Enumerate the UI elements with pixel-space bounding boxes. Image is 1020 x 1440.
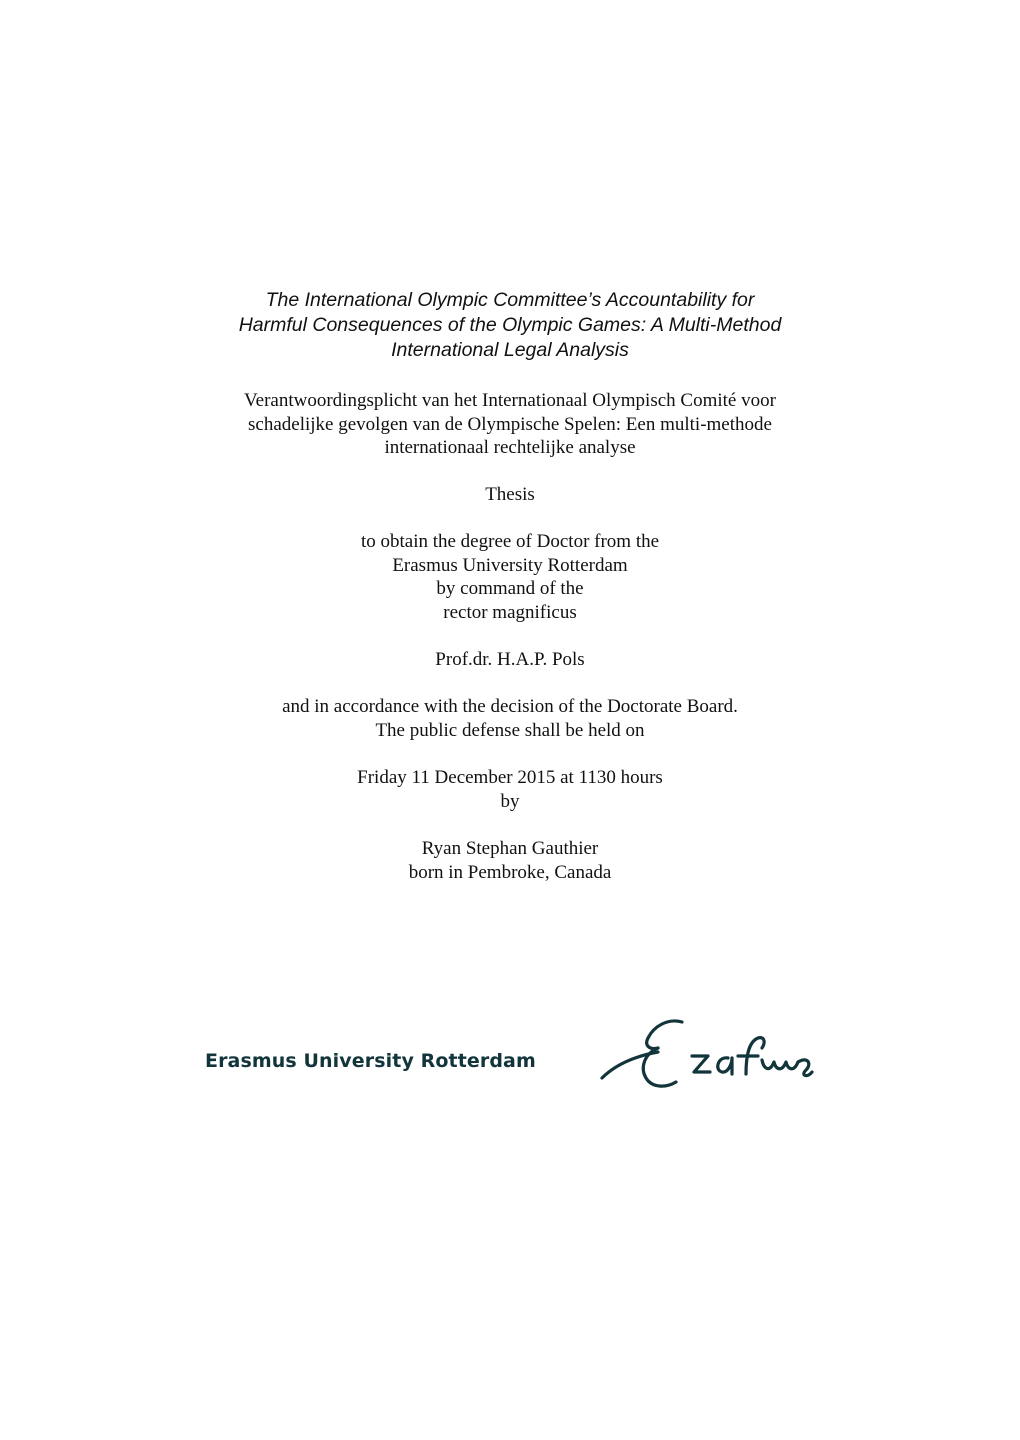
english-title-line: Harmful Consequences of the Olympic Games: A Multi-Method (238, 314, 782, 336)
degree-line: rector magnificus (443, 601, 577, 623)
erasmus-signature-logo (596, 1012, 816, 1096)
dutch-title-line: schadelijke gevolgen van de Olympische Spelen: Een multi-methode (248, 413, 772, 435)
rector-name (160, 648, 860, 672)
dutch-title-line: Verantwoordingsplicht van het Internationaal Olympisch Comité voor (244, 390, 776, 411)
rector-name-text: Prof.dr. H.A.P. Pols (435, 649, 585, 670)
defense-line: Friday 11 December 2015 at 1130 hours (357, 767, 663, 788)
board-statement (160, 695, 860, 742)
board-line: and in accordance with the decision of the Doctorate Board. (282, 696, 738, 717)
english-title-line: International Legal Analysis (391, 339, 629, 361)
degree-line: to obtain the degree of Doctor from the (360, 531, 660, 552)
english-title (160, 288, 860, 363)
board-line: The public defense shall be held on (375, 719, 645, 741)
dutch-title-line: internationaal rechtelijke analyse (384, 437, 636, 458)
thesis-label (160, 483, 860, 507)
defense-date (160, 766, 860, 813)
thesis-label-text: Thesis (485, 484, 535, 505)
university-wordmark: Erasmus University Rotterdam (205, 1050, 536, 1072)
author-birthplace: born in Pembroke, Canada (408, 861, 612, 883)
degree-line: by command of the (436, 578, 584, 599)
degree-line: Erasmus University Rotterdam (392, 554, 628, 576)
author-name: Ryan Stephan Gauthier (421, 838, 599, 859)
dutch-title (160, 389, 860, 460)
author-block (160, 837, 860, 884)
english-title-line: The International Olympic Committee’s Accountability for (265, 289, 755, 311)
defense-line: by (500, 790, 520, 812)
degree-statement (160, 530, 860, 624)
